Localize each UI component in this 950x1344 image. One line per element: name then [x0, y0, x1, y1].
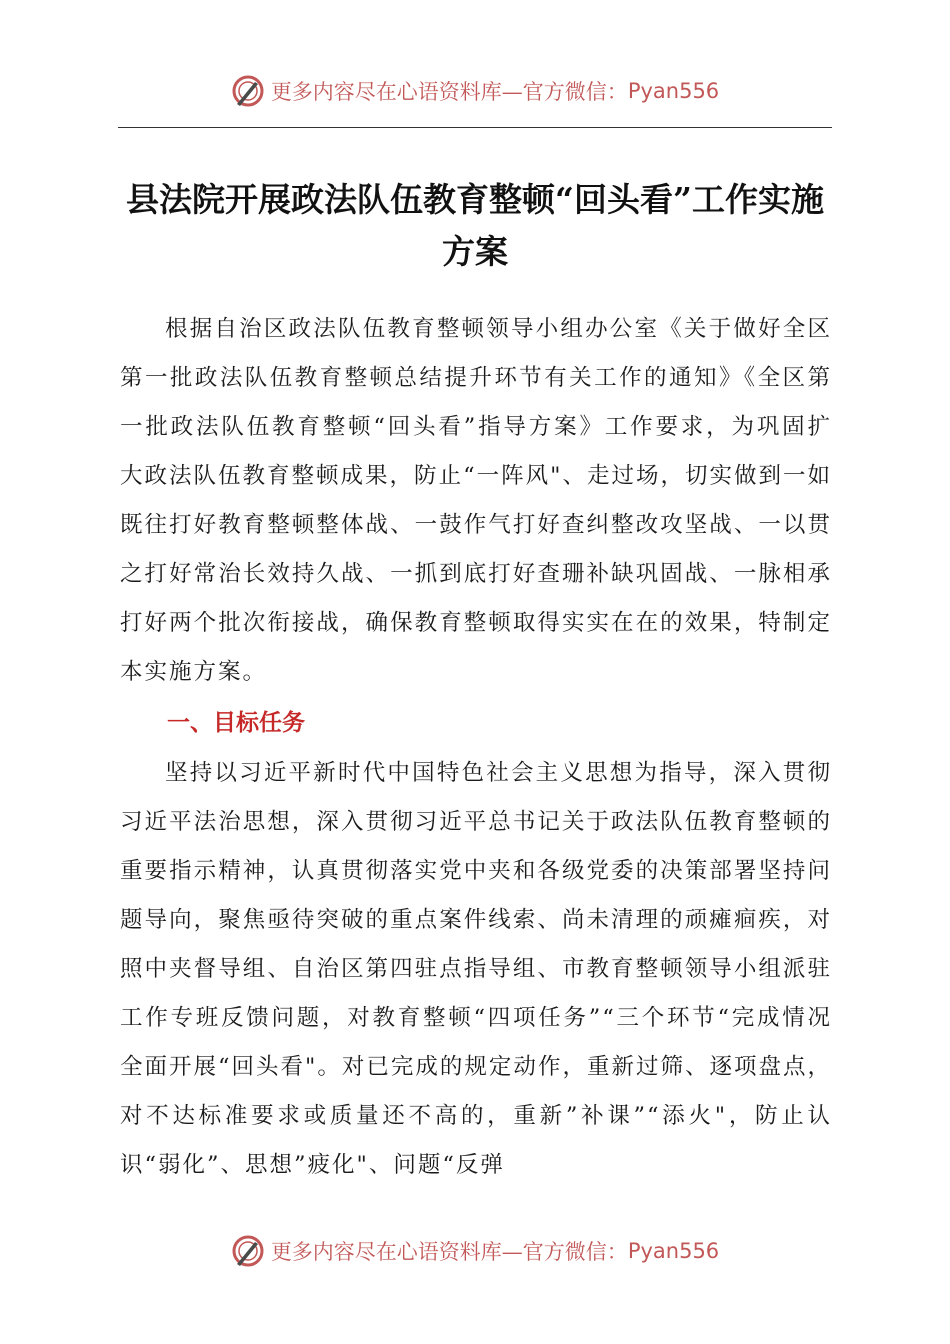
intro-paragraph: 根据自治区政法队伍教育整顿领导小组办公室《关于做好全区第一批政法队伍教育整顿总结提升环节有关工作的通知》《全区第一批政法队伍教育整顿“回头看”指导方案》工作要求，为巩固扩大政法队伍教育整顿成果，防止“一阵风"、走过场，切实做到一如既往打好教育整顿整体战、一鼓作气打好查纠整改攻坚战、一以贯之打好常治长效持久战、一抓到底打好查珊补缺巩固战、一脉相承打好两个批次衔接战，确保教育整顿取得实实在在的效果，特制定本实施方案。 — [120, 316, 832, 685]
watermark-text: 更多内容尽在心语资料库—官方微信： — [270, 1240, 628, 1264]
goals-paragraph: 坚持以习近平新时代中国特色社会主义思想为指导，深入贯彻习近平法治思想，深入贯彻习近平总书记关于政法队伍教育整顿的重要指示精神，认真贯彻落实党中夹和各级党委的决策部署坚持问题导向，聚焦亟待突破的重点案件线索、尚未清理的顽瘫痐疾，对照中夹督导组、自治区第四驻点指导组、市教育整顿领导小组派驻工作专班反馈问题，对教育整顿“四项任务”“三个环节“完成情况全面开展“回头看"。对已完成的规定动作，重新过筛、逐项盘点，对不达标准要求或质量还不高的，重新”补课”“添火"，防止认识“弱化”、思想”疲化"、问题“反弹 — [120, 760, 832, 1178]
watermark-wechat-id: Pyan556 — [627, 1239, 720, 1263]
pen-circle-logo-icon — [231, 1234, 265, 1268]
pen-circle-logo-icon — [231, 74, 265, 108]
footer-watermark — [0, 1234, 950, 1268]
document-title: 县法院开展政法队伍教育整顿“回头看”工作实施方案 — [126, 180, 824, 271]
section-heading-goals: 一、目标任务 — [167, 710, 305, 736]
header-watermark — [0, 74, 950, 108]
watermark-wechat-id: Pyan556 — [627, 79, 720, 103]
watermark-text: 更多内容尽在心语资料库—官方微信： — [270, 80, 628, 104]
header-rule — [118, 127, 832, 128]
